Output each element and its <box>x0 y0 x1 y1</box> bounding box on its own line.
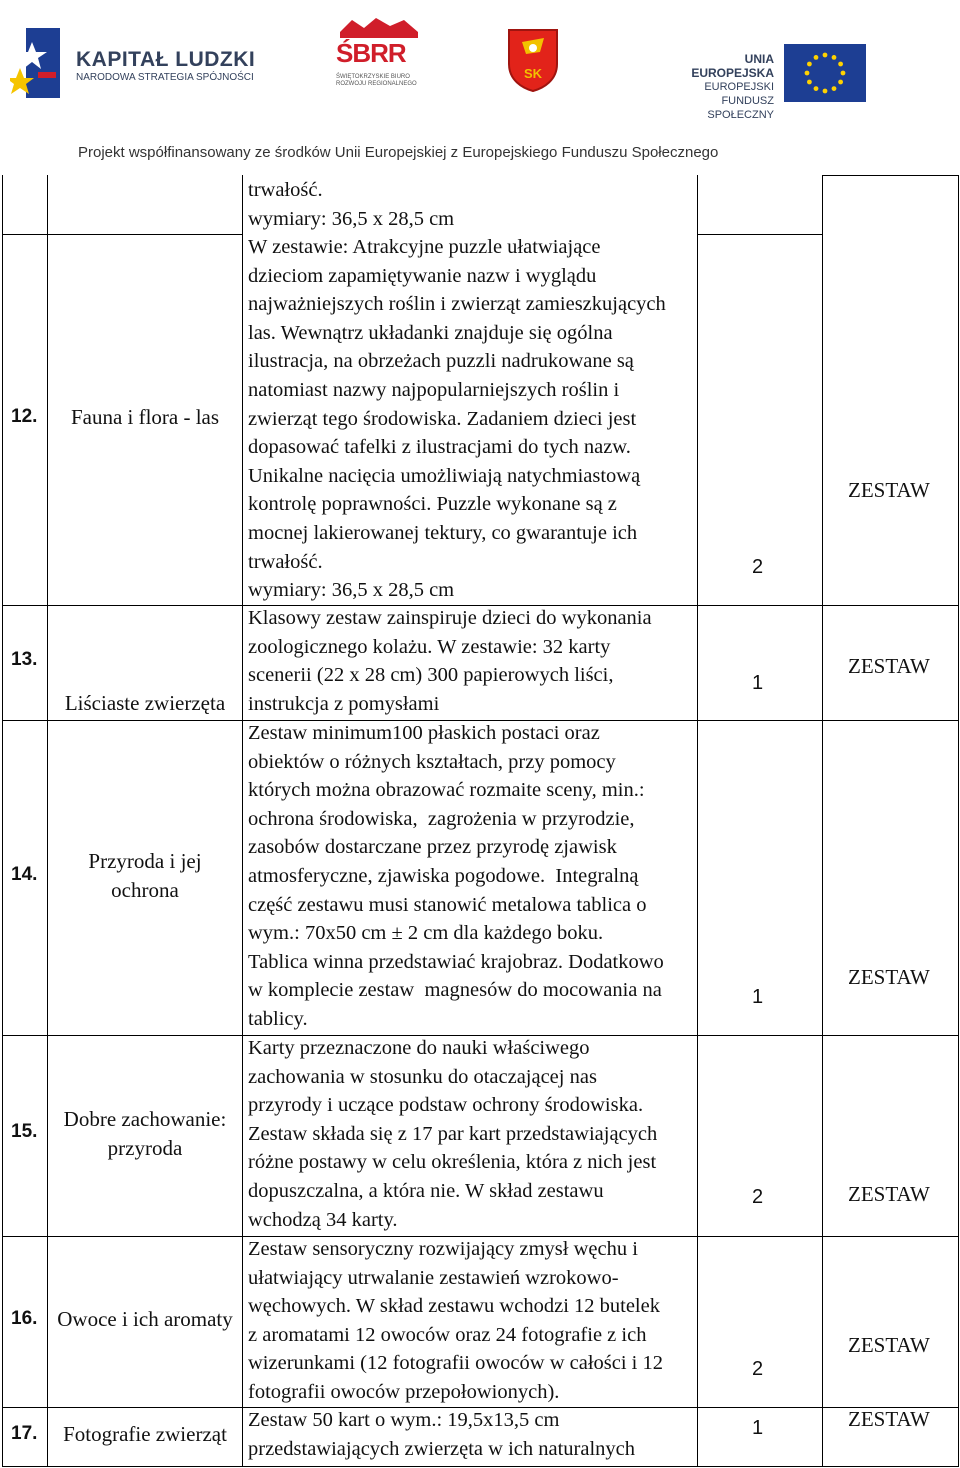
item-unit: ZESTAW <box>848 1182 930 1206</box>
eu-logo-text <box>660 52 774 122</box>
kapital-ludzki-subtitle: NARODOWA STRATEGIA SPÓJNOŚCI <box>76 72 254 83</box>
coat-of-arms-icon <box>506 28 560 92</box>
kapital-ludzki-star-icon <box>10 28 60 98</box>
item-description: Zestaw 50 kart o wym.: 19,5x13,5 cm przedstawiających zwierzęta w ich naturalnych <box>248 1409 636 1460</box>
item-description: Karty przeznaczone do nauki właściwego zachowania w stosunku do otaczającej nas przyrody i uczące podstaw ochrony środowiska. Zestaw składa się z 17 par kart przedstawiających różne postawy w celu określenia, która z nich jest dopuszczalna, a która nie. W skład zestawu wchodzą 34 karty. <box>248 1037 658 1231</box>
item-unit: ZESTAW <box>848 1407 930 1431</box>
item-unit: ZESTAW <box>848 478 930 502</box>
item-unit: ZESTAW <box>848 1333 930 1357</box>
row-number: 17. <box>11 1423 38 1444</box>
eu-flag-icon <box>784 44 866 102</box>
item-description: Zestaw sensoryczny rozwijający zmysł węchu i ułatwiający utrwalanie zestawień wzrokowo- węchowych. W skład zestawu wchodzi 12 butelek z aromatami 12 owoców oraz 24 fotografie z ich wizerunkami (12 fotografii owoców w całości i 12 fotografii owoców przepołowionych). <box>248 1238 664 1403</box>
item-quantity: 1 <box>752 672 764 694</box>
row-number: 16. <box>11 1308 38 1329</box>
continued-description: trwałość. wymiary: 36,5 x 28,5 cm <box>248 179 455 230</box>
item-unit: ZESTAW <box>848 965 930 989</box>
item-description: W zestawie: Atrakcyjne puzzle ułatwiające dzieciom zapamiętywanie nazw i wyglądu najważniejszych roślin i zwierząt zamieszkujących las. Wewnątrz układanki znajduje się ogólna ilustracja, na obrzeżach puzzli nadrukowane są natomiast nazwy najpopularniejszych roślin i zwierząt tego środowiska. Zadaniem dzieci jest dopasować tafelki z ilustracjami do tych nazw. Unikalne nacięcia umożliwiają natychmiastową kontrolę poprawności. Puzzle wykonane są z mocnej lakierowanej tektury, co gwarantuje ich trwałość. wymiary: 36,5 x 28,5 cm <box>248 236 666 602</box>
cofinancing-statement: Projekt współfinansowany ze środków Unii Europejskiej z Europejskiego Funduszu Społecznego <box>78 144 719 161</box>
item-description: Klasowy zestaw zainspiruje dzieci do wykonania zoologicznego kolażu. W zestawie: 32 karty scenerii (22 x 28 cm) 300 papierowych liści, instrukcja z pomysłami <box>248 607 652 715</box>
kapital-ludzki-title: KAPITAŁ LUDZKI <box>76 48 256 71</box>
item-name: Fotografie zwierząt <box>63 1422 227 1446</box>
row-number: 15. <box>11 1121 38 1142</box>
row-number: 13. <box>11 649 38 670</box>
item-name: Liściaste zwierzęta <box>64 691 226 715</box>
item-quantity: 1 <box>752 1417 764 1439</box>
sbrr-name: ŚBRR <box>336 38 406 68</box>
item-name: Owoce i ich aromaty <box>57 1307 233 1331</box>
item-quantity: 2 <box>752 556 764 578</box>
item-unit: ZESTAW <box>848 654 930 678</box>
crest-label: SK <box>523 66 543 81</box>
sbrr-subtitle: ŚWIĘTOKRZYSKIE BIURO ROZWOJU REGIONALNEGO <box>336 74 417 87</box>
row-number: 14. <box>11 864 38 885</box>
row-number: 12. <box>11 406 38 427</box>
item-quantity: 1 <box>752 986 764 1008</box>
eu-line-1: UNIA EUROPEJSKA <box>691 52 774 80</box>
eu-line-2: EUROPEJSKI <box>704 81 774 93</box>
item-name: Fauna i flora - las <box>70 405 220 429</box>
item-description: Zestaw minimum100 płaskich postaci oraz obiektów o różnych kształtach, przy pomocy których można obrazować rozmaite sceny, min.: ochrona środowiska, zagrożenia w przyrodzie, zasobów dostarczane przez przyrodę zjawisk atmosferyczne, zjawiska pogodowe. Integralną część zestawu musi stanowić metalowa tablica o wym.: 70x50 cm ± 2 cm dla każdego boku. Tablica winna przedstawiać krajobraz. Dodatkowo w komplecie zestaw magnesów do mocowania na tablicy. <box>248 722 664 1030</box>
item-name: Przyroda i jej ochrona <box>88 849 202 902</box>
eu-line-3: FUNDUSZ SPOŁECZNY <box>707 95 774 121</box>
item-quantity: 2 <box>752 1186 764 1208</box>
item-quantity: 2 <box>752 1358 764 1380</box>
item-name: Dobre zachowanie: przyroda <box>63 1107 227 1160</box>
